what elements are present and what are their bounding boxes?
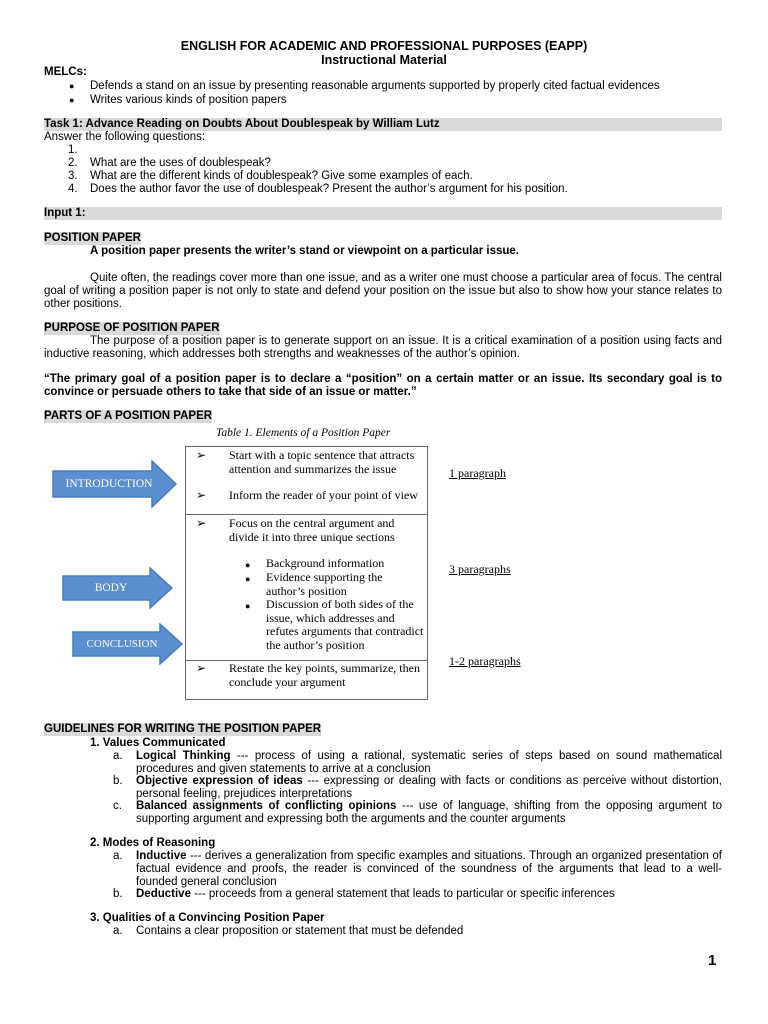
bullet-icon: ●	[245, 574, 251, 584]
question-text: What are the different kinds of doublespeak? Give some examples of each.	[90, 170, 473, 182]
conclusion-arrow-label: CONCLUSION	[86, 638, 158, 650]
conclusion-cell	[186, 660, 427, 700]
body-cell	[186, 514, 427, 661]
item-text: --- use of language, shifting from the opposing argument to supporting argument and expressing both the arguments and the counter arguments	[136, 800, 722, 825]
introduction-item: Inform the reader of your point of view	[229, 488, 418, 502]
question-number: 4.	[68, 183, 78, 195]
paragraph-rest: The central goal of writing a position paper is not only to state and defend your position on the issue but also to show how your stance relates to other positions.	[44, 272, 722, 310]
paragraph-first-line: Quite often, the readings cover more than one issue, and as a writer one must choose a particular area of focus.	[90, 272, 662, 284]
item-text: --- proceeds from a general statement that leads to particular or specific inferences	[190, 888, 615, 900]
paragraph-first-line: The purpose of a position paper is to generate support on an issue. It is a critical examination of a position using	[90, 335, 672, 347]
body-subitem: Evidence supporting the author’s position	[266, 570, 383, 598]
body-arrow-label: BODY	[94, 582, 128, 594]
question-number: 3.	[68, 170, 78, 182]
introduction-cell	[186, 447, 427, 514]
item-term: Deductive	[136, 888, 191, 900]
melc-item: Writes various kinds of position papers	[90, 94, 287, 106]
position-paper-heading: POSITION PAPER	[44, 232, 141, 244]
guideline-item: Contains a clear proposition or statement that must be defended	[136, 925, 464, 937]
elements-table	[185, 446, 428, 700]
arrow-bullet-icon: ➢	[196, 661, 207, 675]
body-length: 3 paragraphs	[449, 562, 511, 576]
input1-label: Input 1:	[44, 207, 86, 219]
guideline-section-title: 2. Modes of Reasoning	[90, 837, 216, 849]
arrow-bullet-icon: ➢	[196, 448, 207, 462]
item-term: Balanced assignments of conflicting opinions	[136, 800, 397, 812]
item-term: Inductive	[136, 850, 187, 862]
task1-intro: Answer the following questions:	[44, 131, 206, 143]
item-text: --- process of using a rational, systematic series of steps based on sound mathematical procedures and given statements to arrive at a conclusion	[136, 750, 722, 775]
guideline-item	[136, 850, 722, 889]
document-title: ENGLISH FOR ACADEMIC AND PROFESSIONAL PURPOSES (EAPP)	[180, 39, 588, 53]
item-letter: b.	[113, 888, 123, 900]
item-letter: a.	[113, 750, 123, 762]
table-caption: Table 1. Elements of a Position Paper	[216, 427, 391, 439]
item-term: Objective expression of ideas	[136, 775, 303, 787]
item-text: --- expressing or dealing with facts or conditions as perceive without distortion, personal feeling, prejudices interpretations	[136, 775, 722, 800]
arrow-bullet-icon: ➢	[196, 516, 207, 530]
guideline-section-title: 1. Values Communicated	[90, 737, 226, 749]
task1-heading: Task 1: Advance Reading on Doubts About Doublespeak by William Lutz	[44, 118, 440, 130]
introduction-arrow-label: INTRODUCTION	[65, 478, 153, 490]
page-number: 1	[708, 952, 717, 969]
arrow-bullet-icon: ➢	[196, 488, 207, 502]
bullet-icon: ●	[69, 81, 75, 91]
purpose-heading: PURPOSE OF POSITION PAPER	[44, 322, 220, 334]
question-text: Does the author favor the use of doublespeak? Present the author’s argument for his position.	[90, 183, 568, 195]
purpose-quote: “The primary goal of a position paper is to declare a “position” on a certain matter or an issue. Its secondary goal is to convince or persuade others to take that side of an issue or matter.”	[44, 373, 722, 398]
conclusion-length: 1-2 paragraphs	[449, 654, 521, 668]
bullet-icon: ●	[69, 95, 75, 105]
item-letter: b.	[113, 775, 123, 787]
item-term: Logical Thinking	[136, 750, 231, 762]
question-number: 1.	[68, 144, 78, 156]
item-text: --- derives a generalization from specific examples and situations. Through an organized presentation of factual evidence and proofs, the reader is convinced of the soundness of the arguments that lead to a well- founded general conclusion	[136, 850, 722, 888]
melc-item: Defends a stand on an issue by presenting reasonable arguments supported by properly cited factual evidences	[90, 80, 660, 92]
guideline-item	[136, 775, 722, 801]
bullet-icon: ●	[245, 560, 251, 570]
question-text: What are the uses of doublespeak?	[90, 157, 271, 169]
item-letter: a.	[113, 925, 123, 937]
body-subitem: Discussion of both sides of the issue, which addresses and refutes arguments that contradict the author’s position	[266, 597, 424, 652]
introduction-item: Start with a topic sentence that attracts attention and summarizes the issue	[229, 448, 415, 476]
bullet-icon: ●	[245, 601, 251, 611]
item-letter: a.	[113, 850, 123, 862]
item-letter: c.	[113, 800, 122, 812]
guideline-item	[136, 800, 722, 826]
position-paper-paragraph	[44, 272, 722, 311]
parts-heading: PARTS OF A POSITION PAPER	[44, 410, 213, 422]
document-subtitle: Instructional Material	[321, 53, 447, 67]
guideline-section-title: 3. Qualities of a Convincing Position Paper	[90, 912, 325, 924]
body-item: Focus on the central argument and divide it into three unique sections	[229, 516, 395, 544]
input1-highlight-bar	[44, 207, 722, 220]
conclusion-item: Restate the key points, summarize, then conclude your argument	[229, 661, 420, 689]
guideline-item	[136, 750, 722, 776]
position-paper-definition: A position paper presents the writer’s stand or viewpoint on a particular issue.	[90, 245, 519, 257]
melcs-label: MELCs:	[44, 66, 87, 78]
question-number: 2.	[68, 157, 78, 169]
purpose-paragraph	[44, 335, 722, 361]
paragraph-rest: facts and inductive reasoning, which addresses both strengths and weaknesses of the author’s opinion.	[44, 335, 722, 360]
guideline-item	[136, 888, 722, 901]
guidelines-heading: GUIDELINES FOR WRITING THE POSITION PAPER	[44, 723, 322, 735]
introduction-length: 1 paragraph	[449, 466, 506, 480]
body-subitem: Background information	[266, 556, 385, 570]
